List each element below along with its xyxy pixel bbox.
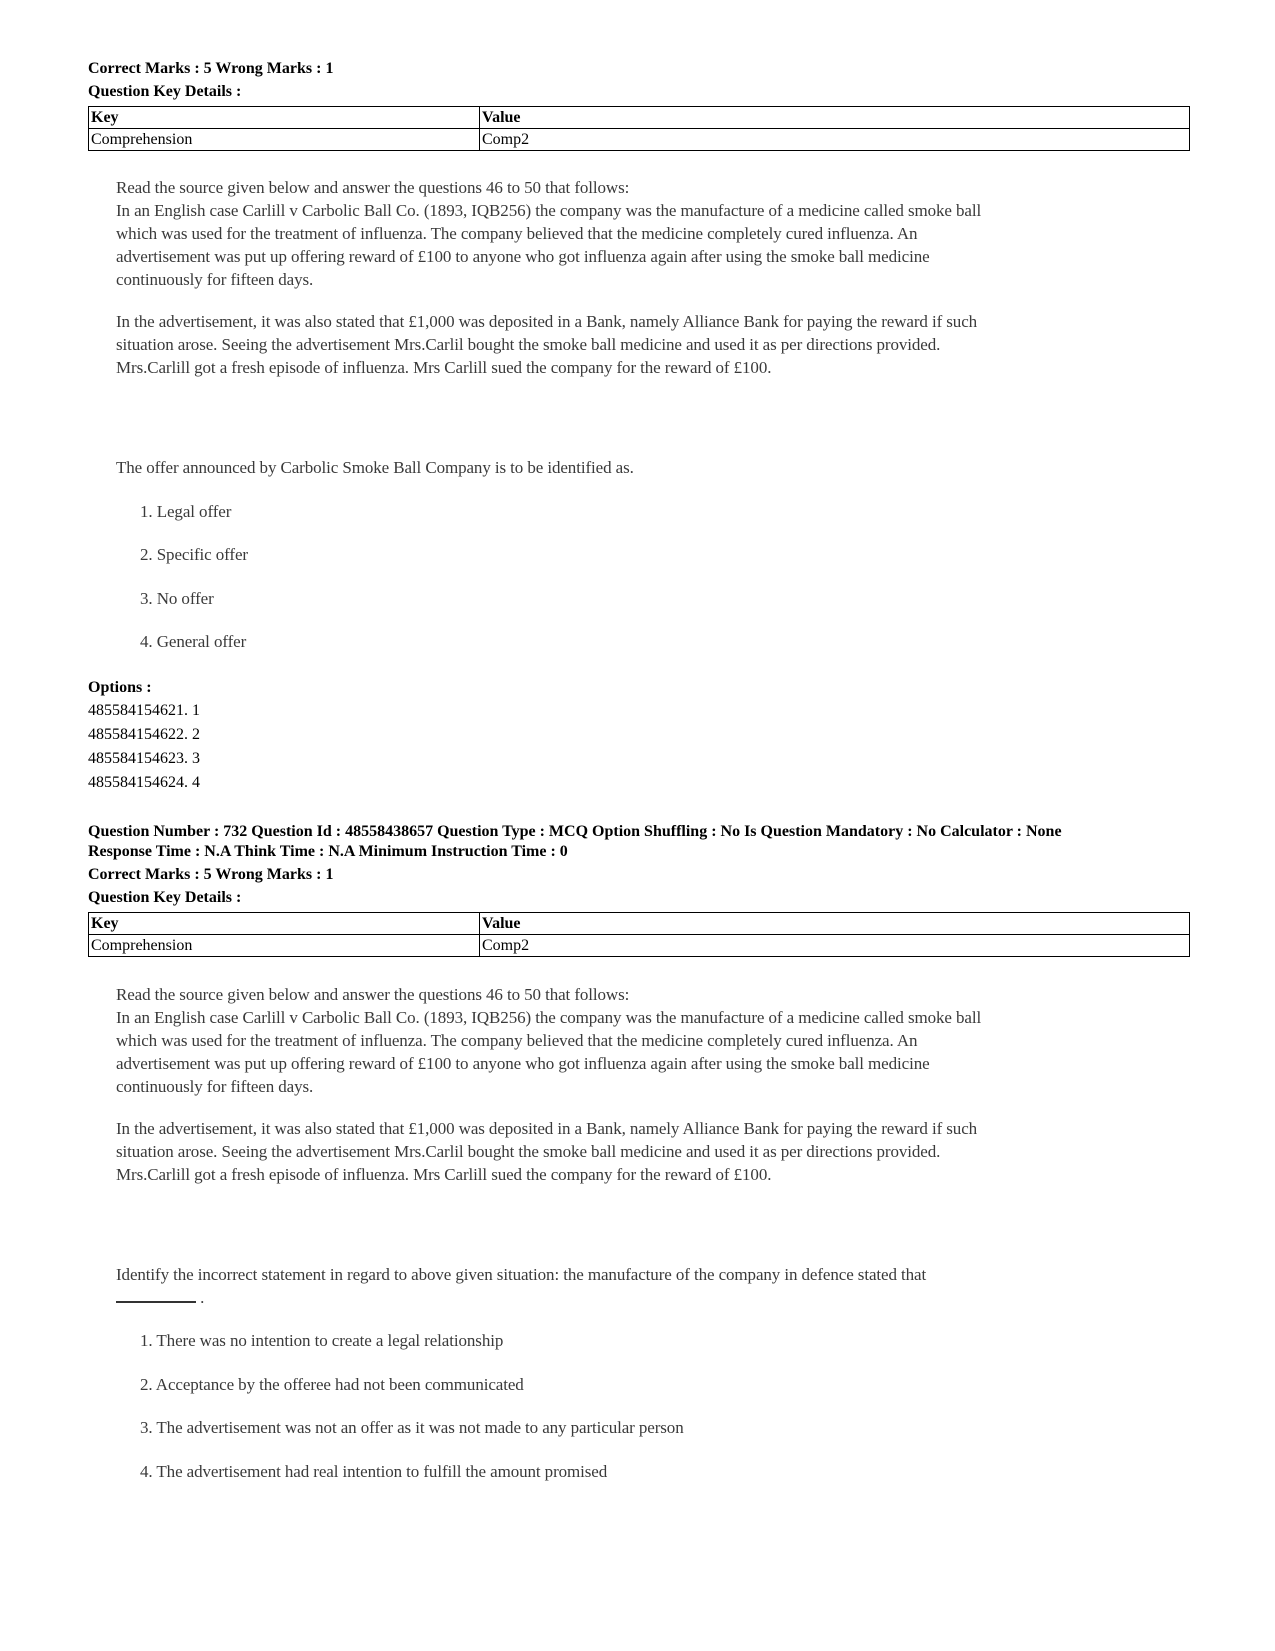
choice-item: 4. General offer xyxy=(140,632,247,651)
table-header-row xyxy=(89,913,1190,935)
passage-intro: Read the source given below and answer the questions 46 to 50 that follows: xyxy=(116,985,630,1004)
choice-item: 2. Specific offer xyxy=(140,545,248,564)
table-cell-key: Comprehension xyxy=(89,935,480,957)
choice-list xyxy=(116,630,996,653)
choice-item: 1. There was no intention to create a legal relationship xyxy=(140,1331,504,1350)
choice-item: 1. Legal offer xyxy=(140,502,232,521)
passage-paragraph-1: In an English case Carlill v Carbolic Ball Co. (1893, IQB256) the company was the manufacture of a medicine called smoke ball which was used for the treatment of influenza. The company believed that the medicine completely cured influenza. An advertisement was put up offering reward of £100 to anyone who got influenza again after using the smoke ball medicine continuously for fifteen days. xyxy=(116,201,982,289)
question-text-image xyxy=(116,456,996,479)
choice-item: 3. No offer xyxy=(140,589,214,608)
table-header-row xyxy=(89,107,1190,129)
options-list xyxy=(88,699,200,795)
choice-list xyxy=(116,1329,996,1352)
passage-paragraph-2: In the advertisement, it was also stated that £1,000 was deposited in a Bank, namely Alliance Bank for paying the reward if such situation arose. Seeing the advertisement Mrs.Carlil bought the smoke ball medicine and used it as per directions provided. Mrs.Carlill got a fresh episode of influenza. Mrs Carlill sued the company for the reward of £100. xyxy=(116,1119,978,1184)
choice-item: 3. The advertisement was not an offer as it was not made to any particular person xyxy=(140,1418,684,1437)
option-item: 485584154621. 1 xyxy=(88,702,200,719)
question-header-line-2: Response Time : N.A Think Time : N.A Minimum Instruction Time : 0 xyxy=(88,843,568,860)
option-item: 485584154624. 4 xyxy=(88,774,200,791)
marks-line: Correct Marks : 5 Wrong Marks : 1 xyxy=(88,60,334,77)
question-text-body: Identify the incorrect statement in regard to above given situation: the manufacture of the company in defence stated that xyxy=(116,1265,927,1284)
table-row xyxy=(89,129,1190,151)
table-cell-key: Comprehension xyxy=(89,129,480,151)
choice-list xyxy=(116,587,996,610)
table-cell-value: Comp2 xyxy=(480,129,1190,151)
question-text: The offer announced by Carbolic Smoke Ball Company is to be identified as. xyxy=(116,458,634,477)
table-cell-value: Comp2 xyxy=(480,935,1190,957)
options-label: Options : xyxy=(88,679,152,696)
passage-image xyxy=(116,176,996,379)
choice-list xyxy=(116,1460,996,1483)
question-header-line-1: Question Number : 732 Question Id : 48558438657 Question Type : MCQ Option Shuffling : No Is Question Mandatory : No Calculator : None xyxy=(88,823,1062,840)
table-header-value: Value xyxy=(480,107,1190,129)
choice-list xyxy=(116,1373,996,1396)
passage-image xyxy=(116,983,996,1186)
passage-intro: Read the source given below and answer the questions 46 to 50 that follows: xyxy=(116,178,630,197)
question-text-image xyxy=(116,1263,996,1309)
passage-paragraph-1: In an English case Carlill v Carbolic Ball Co. (1893, IQB256) the company was the manufacture of a medicine called smoke ball which was used for the treatment of influenza. The company believed that the medicine completely cured influenza. An advertisement was put up offering reward of £100 to anyone who got influenza again after using the smoke ball medicine continuously for fifteen days. xyxy=(116,1008,982,1096)
key-details-label: Question Key Details : xyxy=(88,83,242,100)
answer-blank xyxy=(116,1287,196,1303)
choice-list xyxy=(116,500,996,523)
choice-list xyxy=(116,1416,996,1439)
question-text xyxy=(116,1263,996,1309)
choice-item: 2. Acceptance by the offeree had not been communicated xyxy=(140,1375,524,1394)
question-text-end: . xyxy=(200,1288,205,1307)
marks-line: Correct Marks : 5 Wrong Marks : 1 xyxy=(88,866,334,883)
key-details-table xyxy=(88,106,1190,151)
choice-list xyxy=(116,543,996,566)
option-item: 485584154623. 3 xyxy=(88,750,200,767)
table-header-key: Key xyxy=(89,107,480,129)
table-header-key: Key xyxy=(89,913,480,935)
key-details-table xyxy=(88,912,1190,957)
option-item: 485584154622. 2 xyxy=(88,726,200,743)
passage-paragraph-2: In the advertisement, it was also stated that £1,000 was deposited in a Bank, namely Alliance Bank for paying the reward if such situation arose. Seeing the advertisement Mrs.Carlil bought the smoke ball medicine and used it as per directions provided. Mrs.Carlill got a fresh episode of influenza. Mrs Carlill sued the company for the reward of £100. xyxy=(116,312,978,377)
table-header-value: Value xyxy=(480,913,1190,935)
table-row xyxy=(89,935,1190,957)
key-details-label: Question Key Details : xyxy=(88,889,242,906)
choice-item: 4. The advertisement had real intention to fulfill the amount promised xyxy=(140,1462,608,1481)
